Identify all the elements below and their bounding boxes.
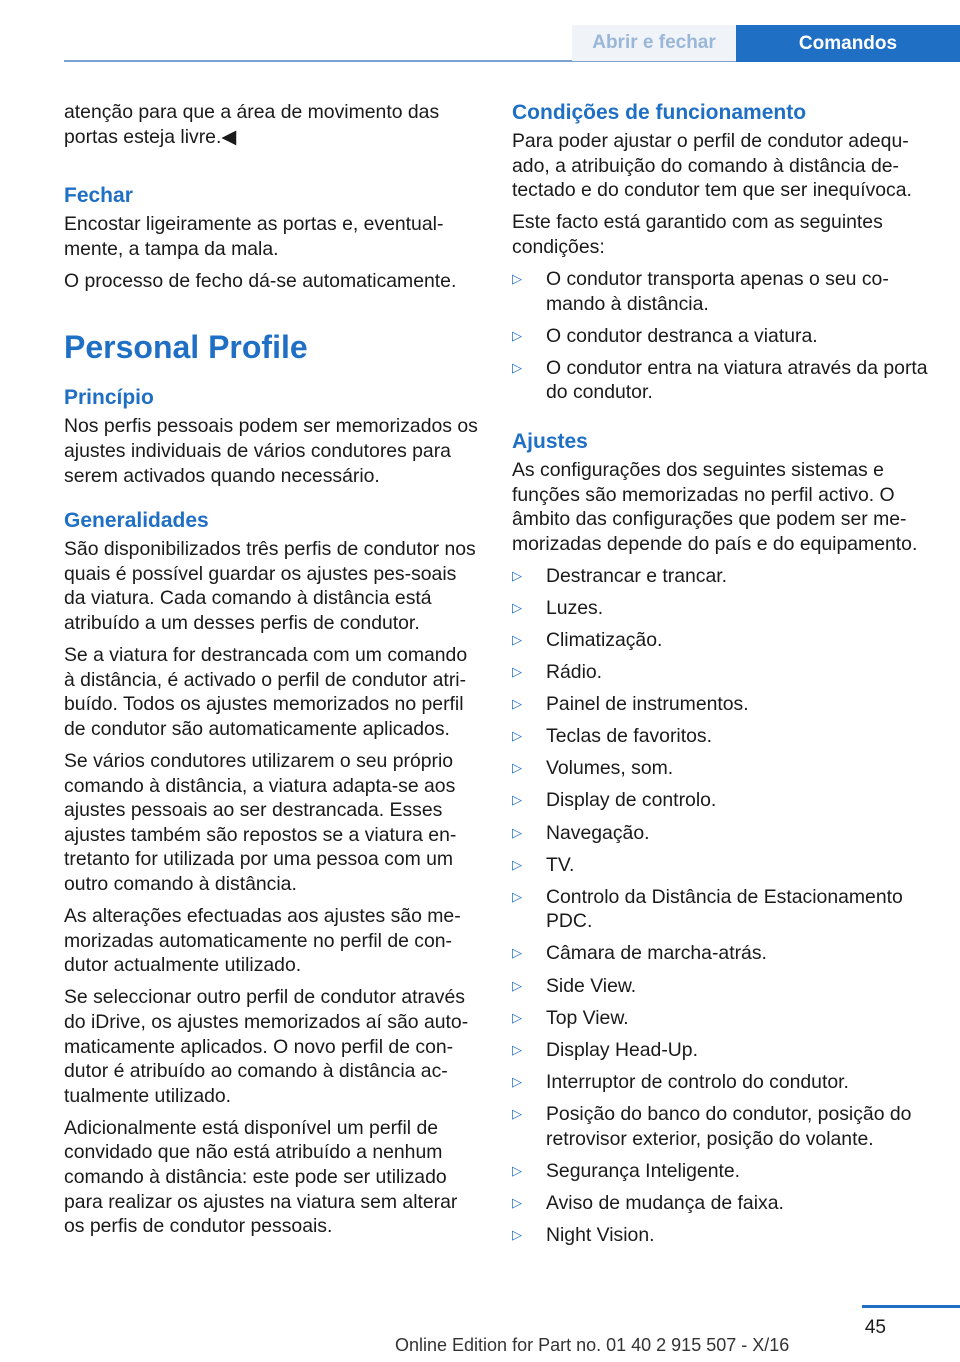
triangle-bullet-icon: ▷ xyxy=(512,1105,522,1121)
triangle-bullet-icon: ▷ xyxy=(512,632,522,647)
paragraph: Se seleccionar outro perfil de condutor através do iDrive, os ajustes memorizados aí são auto‐maticamente aplicados. O novo perfil de con‐dutor é atribuído ao comando à distância ac‐tualmente utilizado. xyxy=(64,986,469,1107)
list-item: ▷ Posição do banco do condutor, posição do retrovisor exterior, posição do volante. xyxy=(512,1102,912,1150)
list-item: ▷ O condutor entra na viatura através da porta do condutor. xyxy=(512,356,928,404)
paragraph: Adicionalmente está disponível um perfil de convidado que não está atribuído a nenhum comando à distância: este pode ser utilizado para realizar os ajustes na viatura sem alterar os perfis de condutor pessoais. xyxy=(64,1116,458,1238)
paragraph: Se vários condutores utilizarem o seu próprio comando à distância, a viatura adapta-se aos ajustes pessoais ao ser destrancada. Esses ajustes também são repostos se a viatura en‐tretanto for utilizada por uma pessoa com um outro comando à distância. xyxy=(64,750,457,895)
triangle-bullet-icon: ▷ xyxy=(512,888,522,904)
list-item: ▷ Câmara de marcha-atrás. xyxy=(512,942,767,965)
paragraph: As configurações dos seguintes sistemas e funções são memorizadas no perfil activo. O âmbito das configurações que podem ser me‐morizadas depende do país e do equipamento. xyxy=(512,458,918,555)
triangle-bullet-icon: ▷ xyxy=(512,1226,522,1242)
paragraph: Encostar ligeiramente as portas e, eventual‐mente, a tampa da mala. xyxy=(64,213,444,260)
list-item: ▷ Rádio. xyxy=(512,661,603,684)
triangle-bullet-icon: ▷ xyxy=(512,1162,522,1178)
list-item: ▷ O condutor destranca a viatura. xyxy=(512,324,818,347)
list-item: ▷ TV. xyxy=(512,853,575,876)
triangle-bullet-icon: ▷ xyxy=(512,664,522,680)
list-item: ▷ Interruptor de controlo do condutor. xyxy=(512,1070,849,1093)
paragraph: As alterações efectuadas aos ajustes são me‐morizadas automaticamente no perfil de con‐dutor actualmente utilizado. xyxy=(64,905,461,977)
triangle-bullet-icon: ▷ xyxy=(512,1194,522,1210)
triangle-bullet-icon: ▷ xyxy=(512,728,522,744)
list-item: ▷ Night Vision. xyxy=(512,1223,655,1246)
list-item: ▷ Destrancar e trancar. xyxy=(512,564,728,587)
page-number: 45 xyxy=(864,1317,886,1338)
chapter-title: Personal Profile xyxy=(64,329,308,366)
triangle-bullet-icon: ▷ xyxy=(512,760,522,776)
triangle-bullet-icon: ▷ xyxy=(512,270,522,286)
list-item: ▷ Aviso de mudança de faixa. xyxy=(512,1191,784,1214)
list-item: ▷ Top View. xyxy=(512,1006,629,1029)
list-item: ▷ Climatização. xyxy=(512,629,663,651)
section-heading-condicoes: Condições de funcionamento xyxy=(512,101,807,124)
triangle-bullet-icon: ▷ xyxy=(512,327,522,343)
conditions-list xyxy=(512,267,928,405)
triangle-bullet-icon: ▷ xyxy=(512,599,522,615)
header-chapter-tab[interactable]: Comandos xyxy=(736,25,960,62)
paragraph: São disponibilizados três perfis de condutor nos quais é possível guardar os ajustes pes‐soais da viatura. Cada comando à distância está atribuído a um desses perfis de condutor. xyxy=(64,538,476,635)
list-item: ▷ Controlo da Distância de Estacionamento PDC. xyxy=(512,885,903,933)
triangle-bullet-icon: ▷ xyxy=(512,696,522,712)
list-item: ▷ Segurança Inteligente. xyxy=(512,1159,741,1182)
section-heading-principio: Princípio xyxy=(64,386,154,410)
settings-list xyxy=(512,564,928,1248)
list-item: ▷ Volumes, som. xyxy=(512,757,674,780)
list-item: ▷ Navegação. xyxy=(512,821,650,844)
section-heading-ajustes: Ajustes xyxy=(512,429,588,453)
paragraph: Este facto está garantido com as seguintes condições: xyxy=(512,211,883,258)
list-item: ▷ Display Head-Up. xyxy=(512,1038,698,1061)
triangle-bullet-icon: ▷ xyxy=(512,1009,522,1025)
triangle-bullet-icon: ▷ xyxy=(512,1073,522,1089)
list-item: ▷ Luzes. xyxy=(512,596,604,619)
paragraph: Para poder ajustar o perfil de condutor adequ‐ado, a atribuição do comando à distância de‐tectado e do condutor tem que ser inequívoca. xyxy=(512,130,912,202)
list-item: ▷ Painel de instrumentos. xyxy=(512,693,749,716)
list-item: ▷ Side View. xyxy=(512,974,637,997)
list-item: ▷ Display de controlo. xyxy=(512,789,717,812)
intro-paragraph: atenção para que a área de movimento das portas esteja livre.◀ xyxy=(64,101,440,148)
edition-footer: Online Edition for Part no. 01 40 2 915 507 - X/16 xyxy=(395,1335,790,1355)
footer-rule xyxy=(862,1305,960,1308)
triangle-bullet-icon: ▷ xyxy=(512,945,522,961)
section-heading-generalidades: Generalidades xyxy=(64,509,209,533)
list-item: ▷ O condutor transporta apenas o seu co‐mando à distância. xyxy=(512,267,889,315)
triangle-bullet-icon: ▷ xyxy=(512,977,522,993)
section-heading-fechar: Fechar xyxy=(64,184,133,208)
triangle-bullet-icon: ▷ xyxy=(512,824,522,840)
triangle-bullet-icon: ▷ xyxy=(512,567,522,583)
list-item: ▷ Teclas de favoritos. xyxy=(512,725,712,748)
header-section-label[interactable]: Abrir e fechar xyxy=(572,25,736,61)
triangle-bullet-icon: ▷ xyxy=(512,359,522,375)
right-column xyxy=(512,100,928,1263)
paragraph: Nos perfis pessoais podem ser memorizados os ajustes individuais de vários condutores para serem activados quando necessário. xyxy=(64,415,478,487)
triangle-bullet-icon: ▷ xyxy=(512,792,522,808)
triangle-bullet-icon: ▷ xyxy=(512,856,522,872)
paragraph: Se a viatura for destrancada com um comando à distância, é activado o perfil de condutor atri‐buído. Todos os ajustes memorizados no perfil de condutor são automaticamente aplicados. xyxy=(64,644,468,740)
left-column xyxy=(64,100,480,1246)
triangle-bullet-icon: ▷ xyxy=(512,1041,522,1057)
paragraph: O processo de fecho dá-se automaticamente. xyxy=(64,269,457,292)
